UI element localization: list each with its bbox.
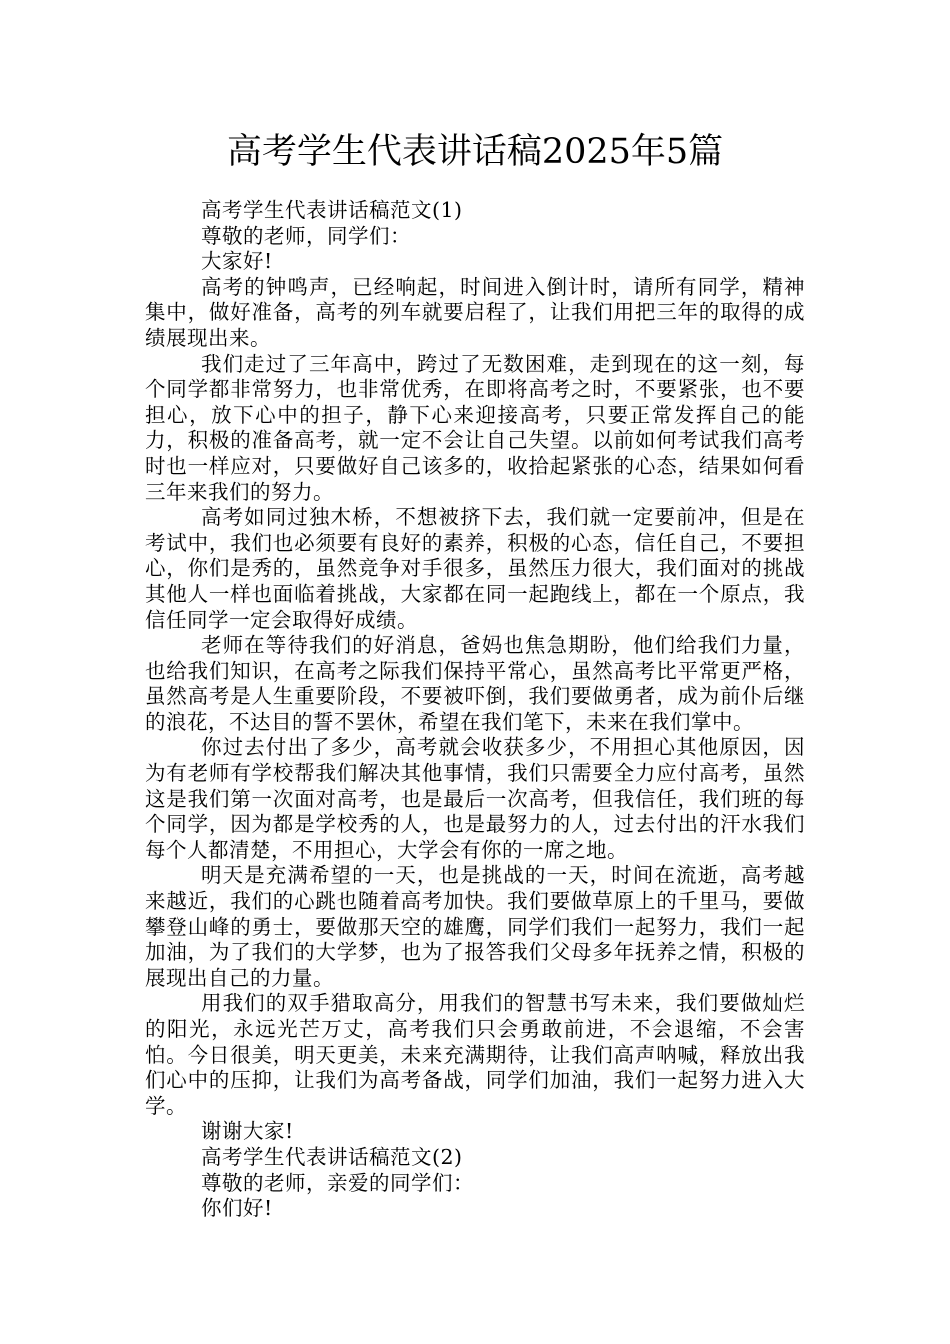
salutation: 尊敬的老师，亲爱的同学们：	[201, 1170, 474, 1195]
paragraph: 明天是充满希望的一天，也是挑战的一天，时间在流逝，高考越来越近，我们的心跳也随着高考加快。我们要做草原上的千里马，要做攀登山峰的勇士，要做那天空的雄鹰，同学们我们一起努力，我们一起加油，为了我们的大学梦，也为了报答我们父母多年抚养之情，积极的展现出自己的力量。	[145, 863, 805, 990]
salutation: 尊敬的老师，同学们：	[201, 223, 411, 248]
greeting: 你们好!	[201, 1196, 273, 1221]
paragraph: 用我们的双手猎取高分，用我们的智慧书写未来，我们要做灿烂的阳光，永远光芒万丈，高考我们只会勇敢前进，不会退缩，不会害怕。今日很美，明天更美，未来充满期待，让我们高声呐喊，释放出我们心中的压抑，让我们为高考备战，同学们加油，我们一起努力进入大学。	[145, 991, 805, 1118]
document-body	[145, 198, 805, 1222]
paragraph: 老师在等待我们的好消息，爸妈也焦急期盼，他们给我们力量，也给我们知识，在高考之际我们保持平常心，虽然高考比平常更严格，虽然高考是人生重要阶段，不要被吓倒，我们要做勇者，成为前仆后继的浪花，不达目的誓不罢休，希望在我们笔下，未来在我们掌中。	[145, 633, 805, 734]
paragraph: 我们走过了三年高中，跨过了无数困难，走到现在的这一刻，每个同学都非常努力，也非常优秀，在即将高考之时，不要紧张，也不要担心，放下心中的担子，静下心来迎接高考，只要正常发挥自己的能力，积极的准备高考，就一定不会让自己失望。以前如何考试我们高考时也一样应对，只要做好自己该多的，收拾起紧张的心态，结果如何看三年来我们的努力。	[145, 351, 805, 504]
closing: 谢谢大家!	[201, 1119, 294, 1144]
section-heading: 高考学生代表讲话稿范文(1)	[201, 198, 463, 222]
paragraph: 你过去付出了多少，高考就会收获多少，不用担心其他原因，因为有老师有学校帮我们解决其他事情，我们只需要全力应付高考，虽然这是我们第一次面对高考，也是最后一次高考，但我信任，我们班的每个同学，因为都是学校秀的人，也是最努力的人，过去付出的汗水我们每个人都清楚，不用担心，大学会有你的一席之地。	[145, 735, 805, 862]
section-heading: 高考学生代表讲话稿范文(2)	[201, 1144, 463, 1169]
greeting: 大家好!	[201, 249, 273, 274]
paragraph: 高考如同过独木桥，不想被挤下去，我们就一定要前冲，但是在考试中，我们也必须要有良好的素养，积极的心态，信任自己，不要担心，你们是秀的，虽然竞争对手很多，虽然压力很大，我们面对的挑战其他人一样也面临着挑战，大家都在同一起跑线上，都在一个原点，我信任同学一定会取得好成绩。	[145, 505, 805, 632]
document-title: 高考学生代表讲话稿2025年5篇	[226, 132, 724, 172]
paragraph: 高考的钟鸣声，已经响起，时间进入倒计时，请所有同学，精神集中，做好准备，高考的列车就要启程了，让我们用把三年的取得的成绩展现出来。	[145, 274, 805, 350]
